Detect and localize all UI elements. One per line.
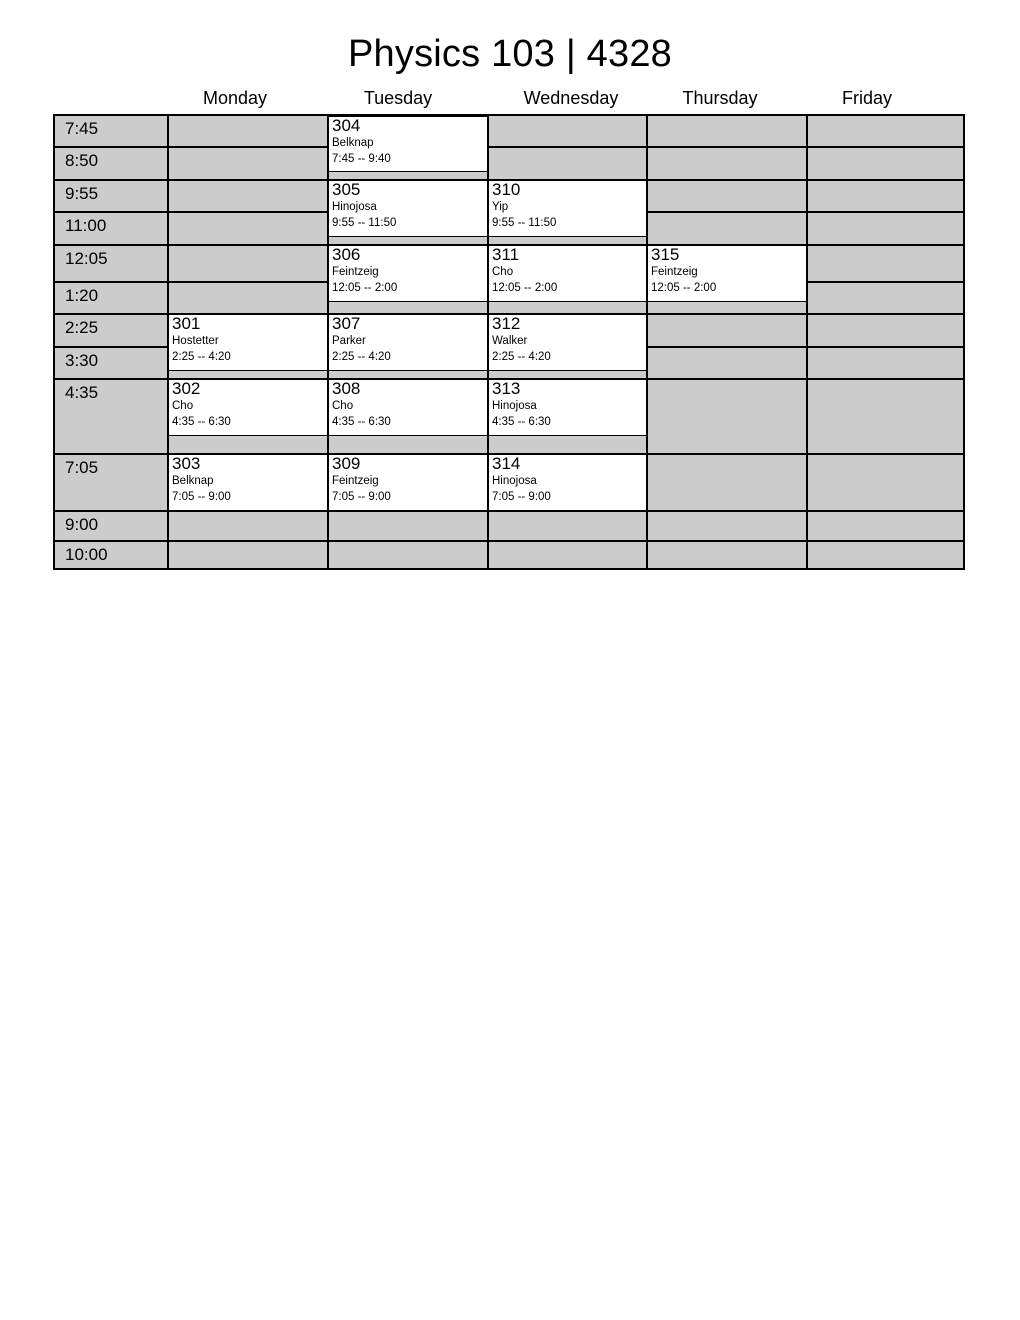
day-header-friday: Friday (841, 88, 892, 108)
session-block[interactable] (647, 245, 807, 302)
page-title: Physics 103 | 4328 (347, 33, 672, 75)
session-instructor: Feintzeig (332, 266, 379, 278)
session-instructor: Yip (492, 201, 509, 213)
session-code: 309 (332, 454, 361, 473)
schedule-grid (53, 114, 965, 570)
day-header-wednesday: Wednesday (523, 88, 619, 108)
row-divider (55, 540, 963, 542)
session-time-range: 12:05 -- 2:00 (651, 282, 717, 294)
session-time-range: 9:55 -- 11:50 (492, 217, 557, 229)
session-time-range: 7:45 -- 9:40 (332, 153, 391, 165)
time-label: 9:55 (65, 184, 99, 203)
session-time-range: 2:25 -- 4:20 (492, 351, 551, 363)
session-block[interactable] (488, 379, 647, 436)
session-code: 305 (332, 180, 361, 199)
day-header-tuesday: Tuesday (363, 88, 433, 108)
session-block[interactable] (328, 180, 488, 237)
session-code: 303 (172, 454, 201, 473)
session-code: 312 (492, 314, 521, 333)
time-label: 8:50 (65, 151, 99, 170)
session-instructor: Walker (492, 335, 528, 347)
session-instructor: Belknap (172, 475, 214, 487)
session-time-range: 4:35 -- 6:30 (332, 416, 391, 428)
session-code: 307 (332, 314, 361, 333)
session-instructor: Hostetter (172, 335, 219, 347)
session-time-range: 2:25 -- 4:20 (172, 351, 231, 363)
session-code: 311 (492, 245, 520, 264)
time-label: 9:00 (65, 515, 99, 534)
time-label: 7:05 (65, 458, 99, 477)
session-code: 301 (172, 314, 201, 333)
time-label: 1:20 (65, 286, 99, 305)
session-block[interactable] (168, 379, 328, 436)
session-instructor: Cho (332, 400, 354, 412)
session-block[interactable] (328, 454, 488, 511)
session-time-range: 12:05 -- 2:00 (492, 282, 558, 294)
session-time-range: 4:35 -- 6:30 (172, 416, 231, 428)
session-instructor: Parker (332, 335, 366, 347)
session-instructor: Hinojosa (332, 201, 377, 213)
session-block[interactable] (488, 180, 647, 237)
time-label: 2:25 (65, 318, 99, 337)
session-block[interactable] (488, 314, 647, 371)
session-code: 313 (492, 379, 521, 398)
time-label: 3:30 (65, 351, 99, 370)
session-block[interactable] (168, 454, 328, 511)
time-label: 10:00 (65, 545, 108, 564)
session-block[interactable] (168, 314, 328, 371)
time-label: 4:35 (65, 383, 99, 402)
session-instructor: Cho (172, 400, 194, 412)
day-header-monday: Monday (202, 88, 268, 108)
session-code: 302 (172, 379, 201, 398)
session-time-range: 7:05 -- 9:00 (332, 491, 391, 503)
session-code: 310 (492, 180, 521, 199)
session-time-range: 12:05 -- 2:00 (332, 282, 398, 294)
day-header-thursday: Thursday (682, 88, 758, 108)
session-instructor: Hinojosa (492, 400, 537, 412)
session-block[interactable] (488, 454, 647, 511)
time-label: 7:45 (65, 119, 99, 138)
column-divider (806, 116, 808, 568)
session-code: 314 (492, 454, 521, 473)
session-block[interactable] (328, 116, 488, 172)
time-label: 11:00 (65, 216, 107, 235)
session-time-range: 9:55 -- 11:50 (332, 217, 397, 229)
session-block[interactable] (488, 245, 647, 302)
time-label: 12:05 (65, 249, 108, 268)
session-time-range: 2:25 -- 4:20 (332, 351, 391, 363)
session-instructor: Hinojosa (492, 475, 537, 487)
session-code: 308 (332, 379, 361, 398)
session-instructor: Feintzeig (332, 475, 379, 487)
session-instructor: Cho (492, 266, 514, 278)
row-divider (55, 146, 963, 148)
session-code: 306 (332, 245, 361, 264)
session-instructor: Feintzeig (651, 266, 698, 278)
session-time-range: 7:05 -- 9:00 (172, 491, 231, 503)
session-code: 315 (651, 245, 680, 264)
session-block[interactable] (328, 314, 488, 371)
session-instructor: Belknap (332, 137, 374, 149)
session-code: 304 (332, 116, 361, 135)
session-block[interactable] (328, 379, 488, 436)
session-time-range: 7:05 -- 9:00 (492, 491, 551, 503)
session-time-range: 4:35 -- 6:30 (492, 416, 551, 428)
session-block[interactable] (328, 245, 488, 302)
